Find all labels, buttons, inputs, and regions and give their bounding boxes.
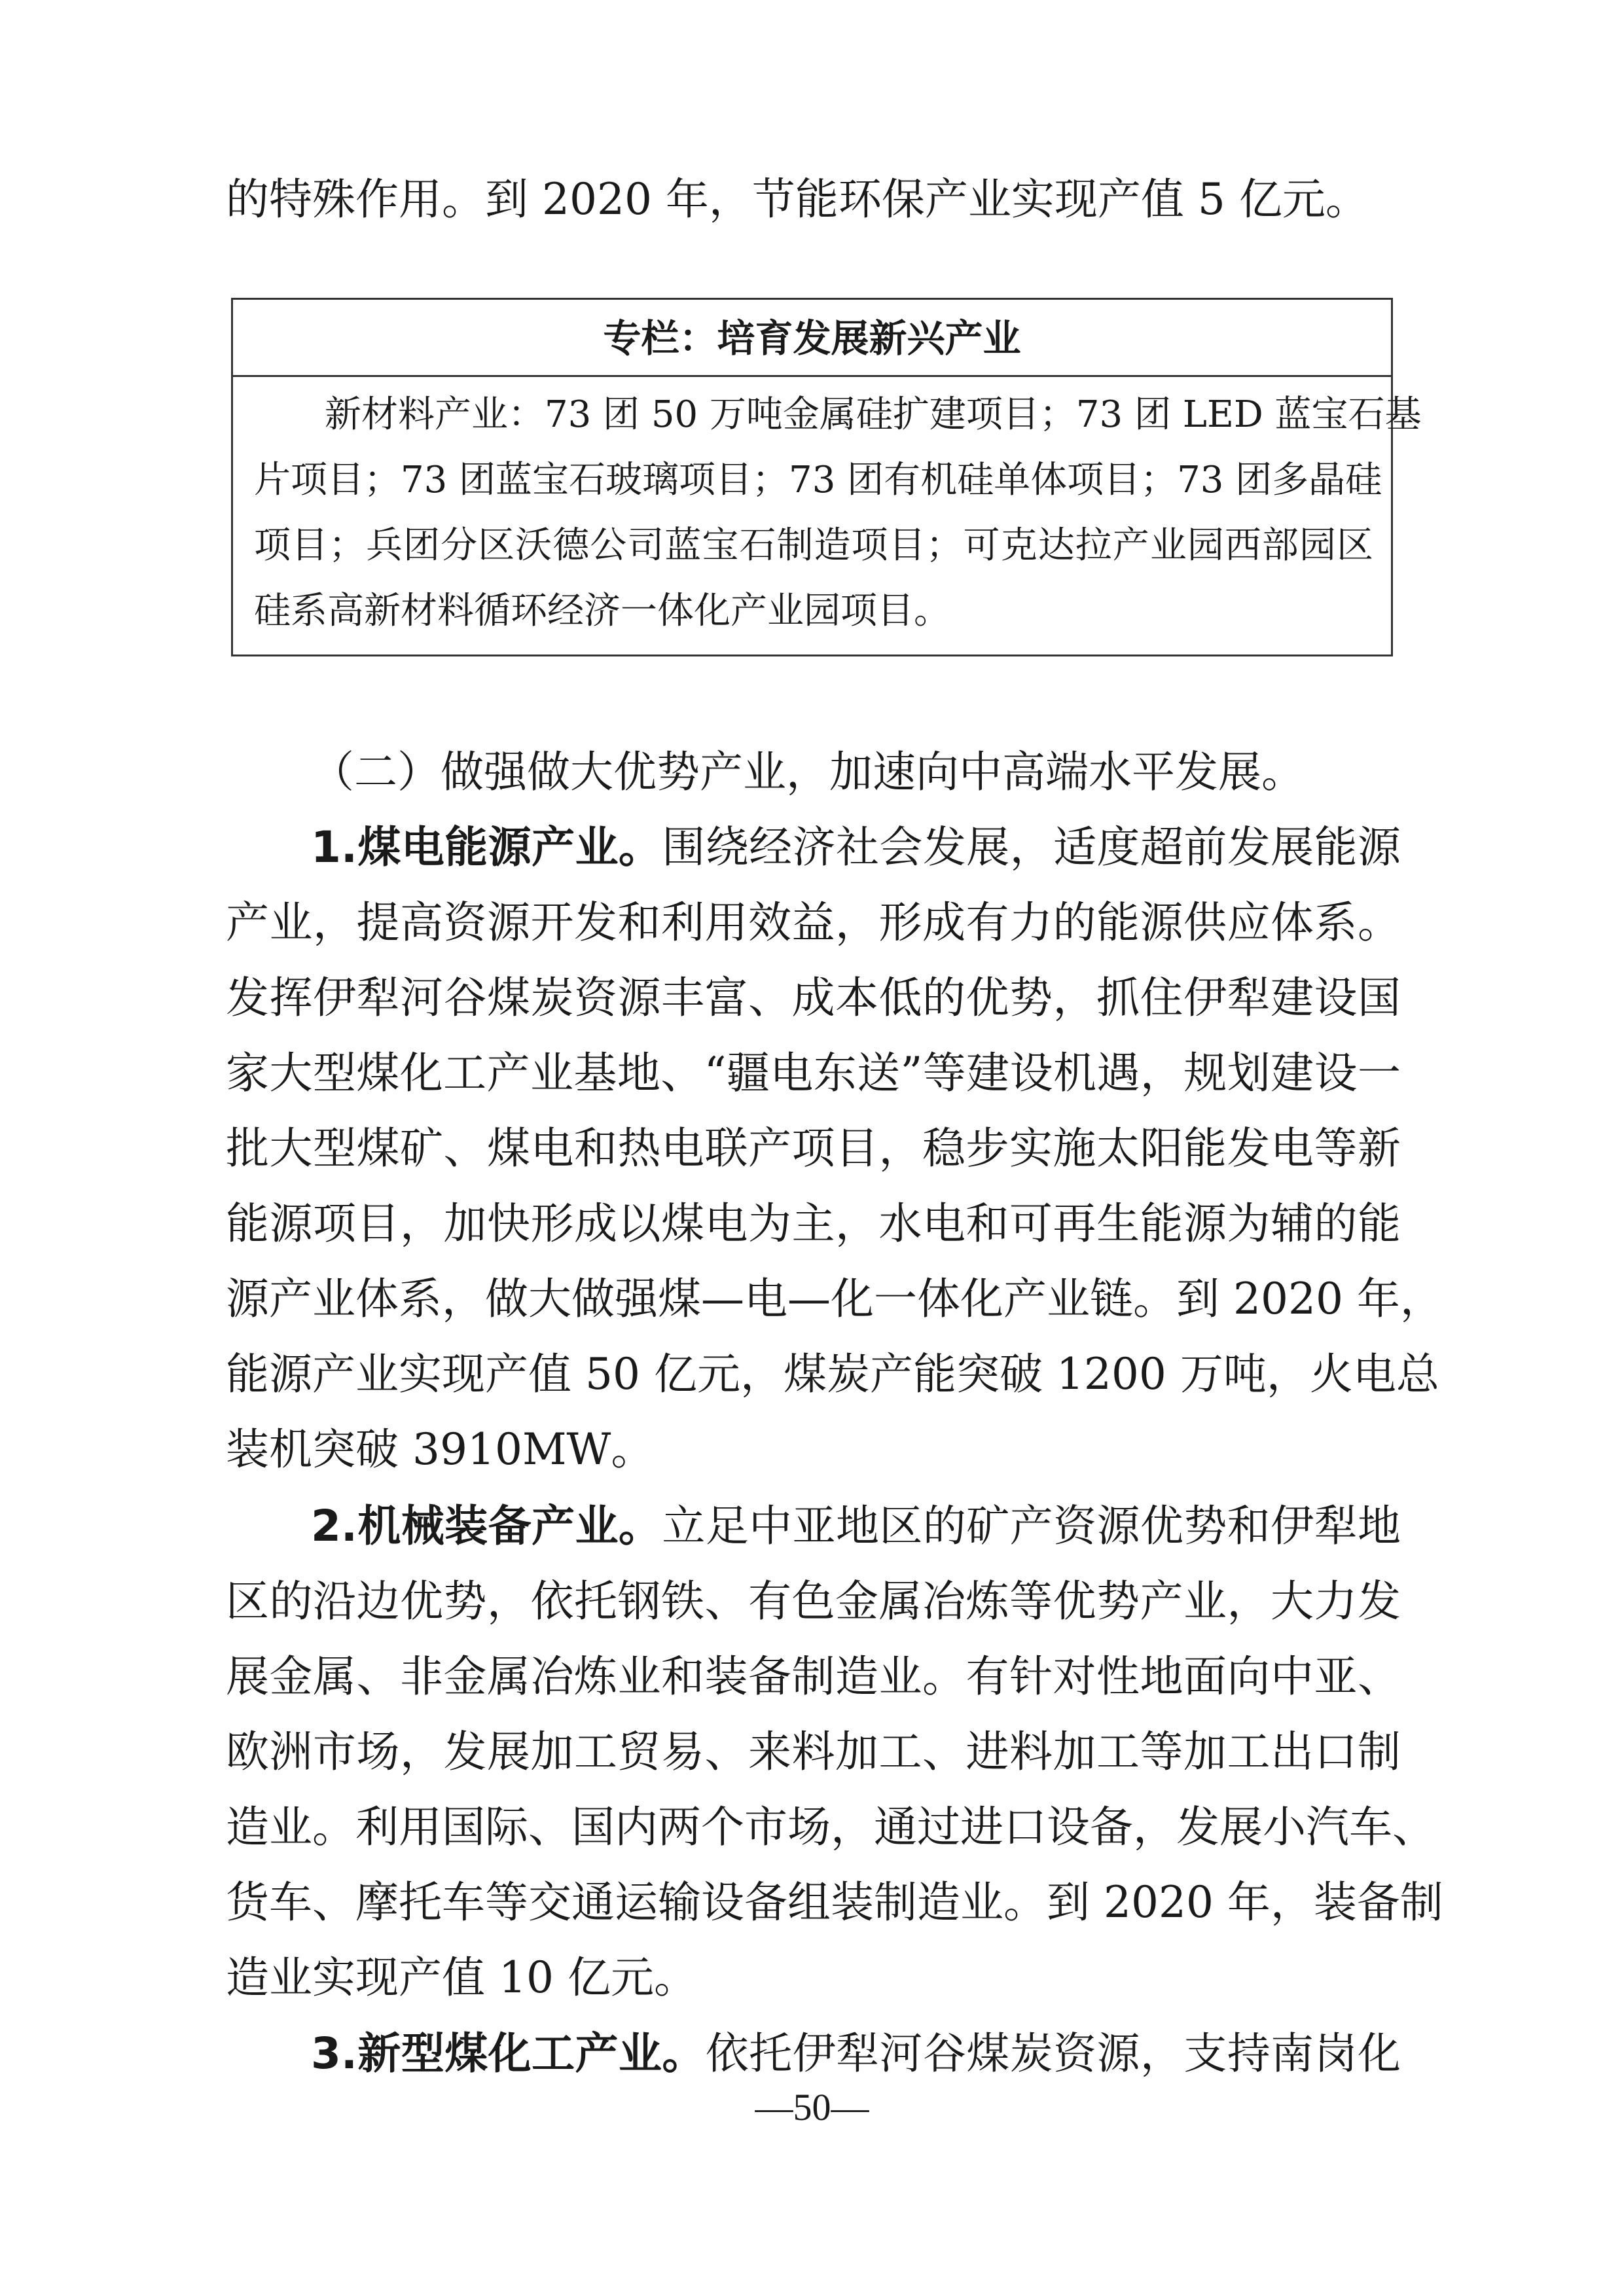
item-1-lead: 1.煤电能源产业。 [311, 822, 662, 872]
item-1-line: 发挥伊犁河谷煤炭资源丰富、成本低的优势，抓住伊犁建设国 [226, 973, 1401, 1023]
item-1-first-line-text: 围绕经济社会发展，适度超前发展能源 [662, 822, 1401, 872]
feature-box-title: 专栏：培育发展新兴产业 [233, 300, 1391, 377]
item-2-first-line [311, 1494, 1401, 1559]
item-1-first-line [311, 815, 1401, 880]
item-1-line: 产业，提高资源开发和利用效益，形成有力的能源供应体系。 [226, 897, 1401, 948]
item-2-line: 展金属、非金属冶炼业和装备制造业。有针对性地面向中亚、 [226, 1651, 1401, 1702]
item-2-line: 造业实现产值 10 亿元。 [226, 1952, 697, 2003]
item-1-line: 装机突破 3910MW。 [226, 1424, 655, 1475]
item-2-line: 区的沿边优势，依托钢铁、有色金属冶炼等优势产业，大力发 [226, 1576, 1401, 1626]
item-2-line: 造业。利用国际、国内两个市场，通过进口设备，发展小汽车、 [226, 1802, 1435, 1852]
item-2-line: 货车、摩托车等交通运输设备组装制造业。到 2020 年，装备制 [226, 1877, 1443, 1928]
item-3-first-line [311, 2021, 1401, 2087]
intro-paragraph-line: 的特殊作用。到 2020 年，节能环保产业实现产值 5 亿元。 [226, 174, 1369, 224]
page-number: —50— [755, 2086, 869, 2128]
item-3-lead: 3.新型煤化工产业。 [311, 2028, 706, 2079]
feature-box-line: 项目；兵团分区沃德公司蓝宝石制造项目；可克达拉产业园西部园区 [254, 524, 1373, 567]
item-2-first-line-text: 立足中亚地区的矿产资源优势和伊犁地 [662, 1501, 1401, 1551]
feature-box-line: 硅系高新材料循环经济一体化产业园项目。 [254, 590, 950, 632]
item-1-line: 能源项目，加快形成以煤电为主，水电和可再生能源为辅的能 [226, 1198, 1401, 1249]
item-1-line: 批大型煤矿、煤电和热电联产项目，稳步实施太阳能发电等新 [226, 1123, 1401, 1174]
item-1-line: 家大型煤化工产业基地、“疆电东送”等建设机遇，规划建设一 [226, 1048, 1401, 1098]
item-2-lead: 2.机械装备产业。 [311, 1501, 662, 1551]
item-1-line: 能源产业实现产值 50 亿元，煤炭产能突破 1200 万吨，火电总 [226, 1349, 1439, 1399]
item-2-line: 欧洲市场，发展加工贸易、来料加工、进料加工等加工出口制 [226, 1727, 1401, 1777]
feature-box-line: 新材料产业：73 团 50 万吨金属硅扩建项目；73 团 LED 蓝宝石基 [325, 393, 1422, 436]
item-3-first-line-text: 依托伊犁河谷煤炭资源，支持南岗化 [705, 2028, 1401, 2079]
feature-box-line: 片项目；73 团蓝宝石玻璃项目；73 团有机硅单体项目；73 团多晶硅 [254, 459, 1382, 501]
section-heading: （二）做强做大优势产业，加速向中高端水平发展。 [311, 747, 1305, 797]
item-1-line: 源产业体系，做大做强煤—电—化一体化产业链。到 2020 年， [226, 1274, 1443, 1324]
feature-box [231, 298, 1422, 656]
